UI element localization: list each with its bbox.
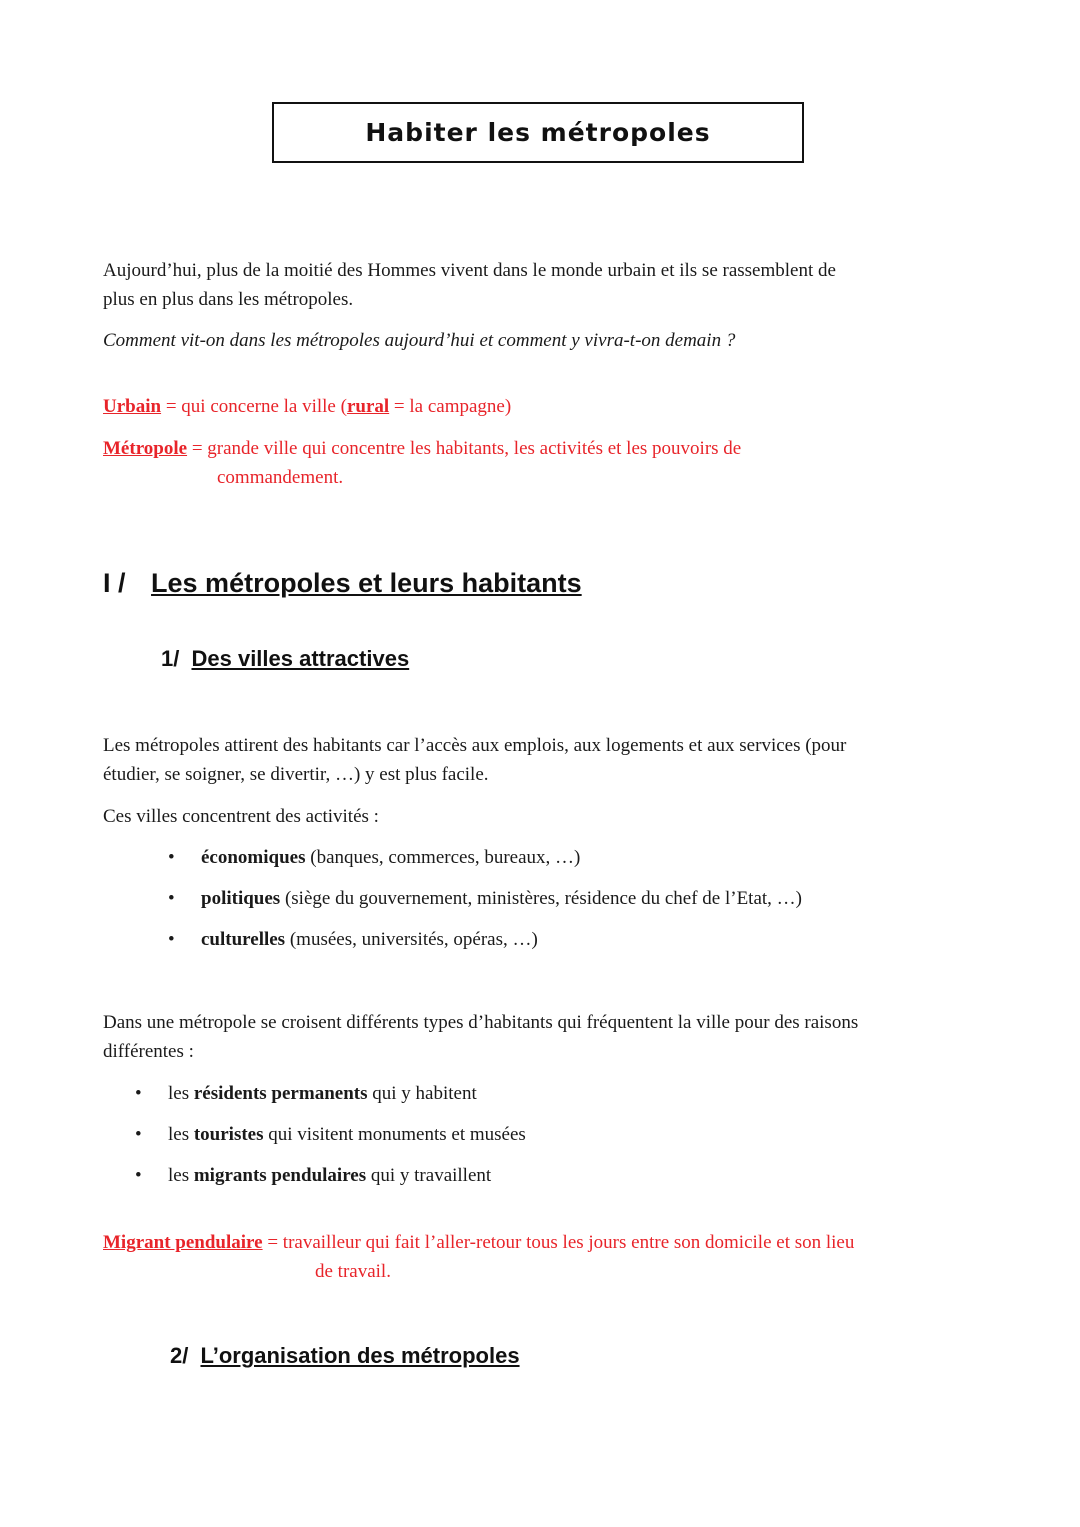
inhabitants-paragraph	[103, 1008, 1013, 1066]
item-text: qui y travaillent	[366, 1165, 492, 1186]
activities-intro: Ces villes concentrent des activités :	[103, 806, 379, 827]
item-text: (siège du gouvernement, ministères, résidence du chef de l’Etat, …)	[280, 888, 802, 909]
list-item	[168, 925, 1018, 966]
paragraph-line: étudier, se soigner, se divertir, …) y est plus facile.	[103, 764, 489, 785]
definition-text: = travailleur qui fait l’aller-retour tous les jours entre son domicile et son lieu	[262, 1232, 855, 1253]
intro-paragraph	[103, 256, 1003, 314]
item-text: qui visitent monuments et musées	[263, 1124, 526, 1145]
bullet: •	[135, 1083, 142, 1104]
paragraph-line: Les métropoles attirent des habitants car l’accès aux emplois, aux logements et aux services (pour	[103, 735, 847, 756]
paragraph-line: Dans une métropole se croisent différents types d’habitants qui fréquentent la ville pour des raisons	[103, 1012, 859, 1033]
definition-term: rural	[346, 396, 390, 417]
definition-urbain	[103, 392, 1003, 421]
intro-question: Comment vit-on dans les métropoles aujourd’hui et comment y vivra-t-on demain ?	[103, 330, 736, 351]
item-keyword: touristes	[193, 1124, 264, 1145]
definition-term: Urbain	[103, 396, 162, 417]
definition-text: = la campagne)	[389, 396, 512, 417]
item-text: les	[168, 1083, 194, 1104]
bullet: •	[168, 847, 175, 868]
list-item	[135, 1079, 985, 1120]
paragraph-line: différentes :	[103, 1041, 194, 1062]
attractive-paragraph	[103, 731, 1003, 789]
item-text: qui y habitent	[367, 1083, 477, 1104]
subsection-title: Des villes attractives	[191, 646, 410, 671]
item-keyword: économiques	[201, 847, 306, 868]
section-heading	[103, 568, 1003, 599]
list-item	[168, 843, 1018, 884]
item-text: les	[168, 1124, 194, 1145]
activities-list	[168, 843, 1018, 966]
definition-migrant	[103, 1228, 1023, 1286]
subsection-heading-1	[161, 646, 961, 672]
intro-line-1: Aujourd’hui, plus de la moitié des Hommes vivent dans le monde urbain et ils se rassemblent de	[103, 260, 836, 281]
inhabitants-list	[135, 1079, 985, 1202]
document-title: Habiter les métropoles	[272, 102, 804, 163]
subsection-number: 2/	[170, 1343, 189, 1368]
definition-term: Migrant pendulaire	[103, 1232, 263, 1253]
subsection-title: L’organisation des métropoles	[200, 1343, 520, 1368]
bullet: •	[135, 1124, 142, 1145]
definition-metropole	[103, 434, 1003, 492]
intro-line-2: plus en plus dans les métropoles.	[103, 289, 354, 310]
section-number: I /	[103, 568, 126, 598]
list-item	[135, 1120, 985, 1161]
definition-text-continued: commandement.	[217, 467, 344, 488]
section-title: Les métropoles et leurs habitants	[151, 568, 582, 598]
subsection-heading-2	[170, 1343, 970, 1369]
definition-text: = grande ville qui concentre les habitants, les activités et les pouvoirs de	[187, 438, 742, 459]
item-keyword: migrants pendulaires	[193, 1165, 367, 1186]
item-keyword: culturelles	[201, 929, 286, 950]
bullet: •	[168, 929, 175, 950]
list-item	[168, 884, 1018, 925]
item-keyword: politiques	[201, 888, 281, 909]
definition-term: Métropole	[103, 438, 188, 459]
bullet: •	[135, 1165, 142, 1186]
item-text: (musées, universités, opéras, …)	[285, 929, 538, 950]
item-text: (banques, commerces, bureaux, …)	[305, 847, 581, 868]
definition-text: = qui concerne la ville (	[161, 396, 347, 417]
bullet: •	[168, 888, 175, 909]
item-text: les	[168, 1165, 194, 1186]
definition-text-continued: de travail.	[315, 1261, 391, 1282]
item-keyword: résidents permanents	[193, 1083, 368, 1104]
list-item	[135, 1161, 985, 1202]
subsection-number: 1/	[161, 646, 180, 671]
